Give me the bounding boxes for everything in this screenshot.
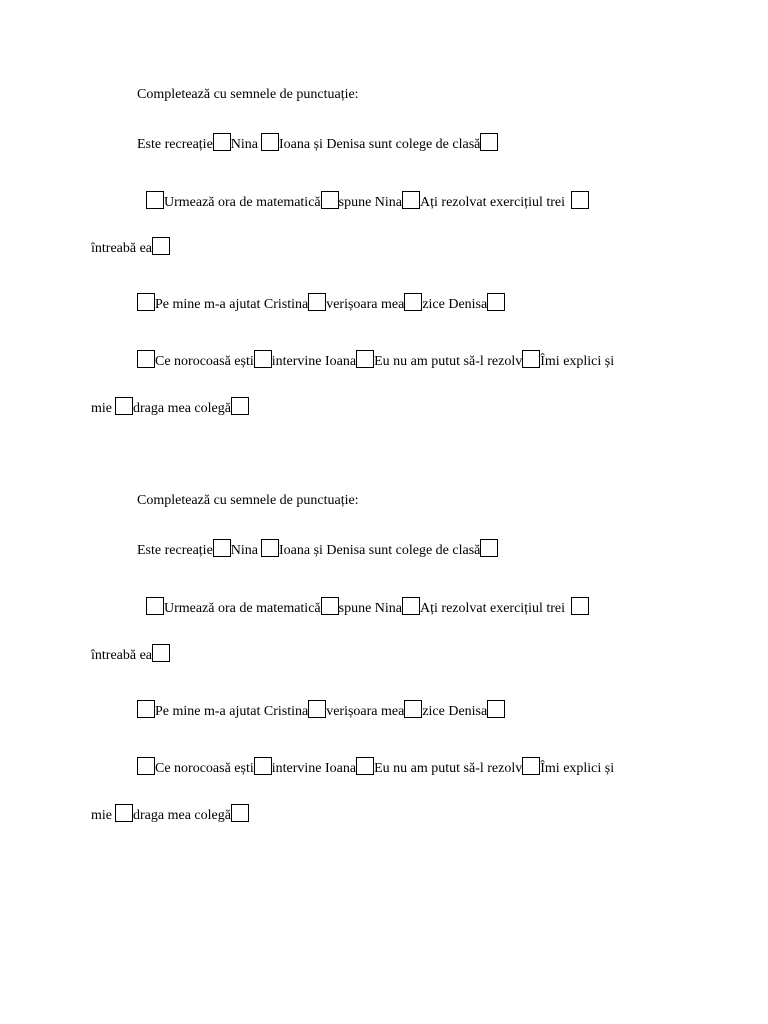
punctuation-box[interactable] xyxy=(522,350,540,368)
punctuation-box[interactable] xyxy=(402,597,420,615)
sentence-text: Ați rezolvat exercițiul trei xyxy=(420,601,566,616)
sentence-text: draga mea colegă xyxy=(133,401,231,416)
sentence-text: Pe mine m-a ajutat Cristina xyxy=(155,297,309,312)
sentence-text: întreabă ea xyxy=(91,241,153,256)
punctuation-box[interactable] xyxy=(137,700,155,718)
sentence-text: spune Nina xyxy=(338,601,403,616)
punctuation-box[interactable] xyxy=(152,644,170,662)
punctuation-box[interactable] xyxy=(321,191,339,209)
sentence-text: Eu nu am putut să-l rezolv xyxy=(374,354,523,369)
sentence-text: Nina xyxy=(230,137,258,152)
punctuation-box[interactable] xyxy=(231,397,249,415)
sentence-text: Ioana și Denisa sunt colege de clasă xyxy=(279,137,481,152)
punctuation-box[interactable] xyxy=(152,237,170,255)
sentence-text: Ce norocoasă ești xyxy=(155,761,254,776)
punctuation-box[interactable] xyxy=(571,191,589,209)
punctuation-box[interactable] xyxy=(571,597,589,615)
punctuation-box[interactable] xyxy=(480,133,498,151)
sentence-text: Eu nu am putut să-l rezolv xyxy=(374,761,523,776)
punctuation-box[interactable] xyxy=(115,804,133,822)
instruction: Completează cu semnele de punctuație: xyxy=(137,87,359,102)
sentence-text: zice Denisa xyxy=(422,297,488,312)
sentence-text: Urmează ora de matematică xyxy=(164,601,321,616)
punctuation-box[interactable] xyxy=(308,700,326,718)
punctuation-box[interactable] xyxy=(213,133,231,151)
punctuation-box[interactable] xyxy=(487,293,505,311)
punctuation-box[interactable] xyxy=(261,133,279,151)
instruction: Completează cu semnele de punctuație: xyxy=(137,493,359,508)
punctuation-box[interactable] xyxy=(404,293,422,311)
sentence-line xyxy=(146,191,589,213)
sentence-text: mie xyxy=(91,808,112,823)
punctuation-box[interactable] xyxy=(137,293,155,311)
punctuation-box[interactable] xyxy=(254,350,272,368)
sentence-line xyxy=(137,757,614,779)
punctuation-box[interactable] xyxy=(231,804,249,822)
sentence-line xyxy=(91,644,170,666)
sentence-line xyxy=(137,700,505,722)
punctuation-box[interactable] xyxy=(404,700,422,718)
sentence-text: Urmează ora de matematică xyxy=(164,195,321,210)
sentence-text: întreabă ea xyxy=(91,648,153,663)
punctuation-box[interactable] xyxy=(261,539,279,557)
sentence-line xyxy=(137,133,498,155)
sentence-line xyxy=(91,804,249,826)
punctuation-box[interactable] xyxy=(137,757,155,775)
sentence-text: verișoara mea xyxy=(326,704,405,719)
punctuation-box[interactable] xyxy=(480,539,498,557)
sentence-line xyxy=(137,539,498,561)
sentence-text: intervine Ioana xyxy=(271,761,357,776)
punctuation-box[interactable] xyxy=(356,350,374,368)
punctuation-box[interactable] xyxy=(115,397,133,415)
sentence-text: Îmi explici și xyxy=(540,354,615,369)
sentence-line xyxy=(137,350,614,372)
punctuation-box[interactable] xyxy=(213,539,231,557)
sentence-text: mie xyxy=(91,401,112,416)
sentence-line xyxy=(146,597,589,619)
sentence-text: Ați rezolvat exercițiul trei xyxy=(420,195,566,210)
sentence-line xyxy=(91,397,249,419)
punctuation-box[interactable] xyxy=(356,757,374,775)
sentence-text: Este recreație xyxy=(137,137,213,152)
sentence-text: verișoara mea xyxy=(326,297,405,312)
sentence-text: spune Nina xyxy=(338,195,403,210)
sentence-text: Pe mine m-a ajutat Cristina xyxy=(155,704,309,719)
sentence-text: intervine Ioana xyxy=(271,354,357,369)
punctuation-box[interactable] xyxy=(321,597,339,615)
sentence-line xyxy=(91,237,170,259)
punctuation-box[interactable] xyxy=(522,757,540,775)
sentence-text: Îmi explici și xyxy=(540,761,615,776)
sentence-text: Ce norocoasă ești xyxy=(155,354,254,369)
punctuation-box[interactable] xyxy=(146,597,164,615)
punctuation-box[interactable] xyxy=(308,293,326,311)
sentence-text: Ioana și Denisa sunt colege de clasă xyxy=(279,543,481,558)
sentence-text: Nina xyxy=(230,543,258,558)
sentence-text: draga mea colegă xyxy=(133,808,231,823)
sentence-line xyxy=(137,293,505,315)
punctuation-box[interactable] xyxy=(254,757,272,775)
punctuation-box[interactable] xyxy=(146,191,164,209)
punctuation-box[interactable] xyxy=(487,700,505,718)
sentence-text: zice Denisa xyxy=(422,704,488,719)
punctuation-box[interactable] xyxy=(137,350,155,368)
sentence-text: Este recreație xyxy=(137,543,213,558)
punctuation-box[interactable] xyxy=(402,191,420,209)
